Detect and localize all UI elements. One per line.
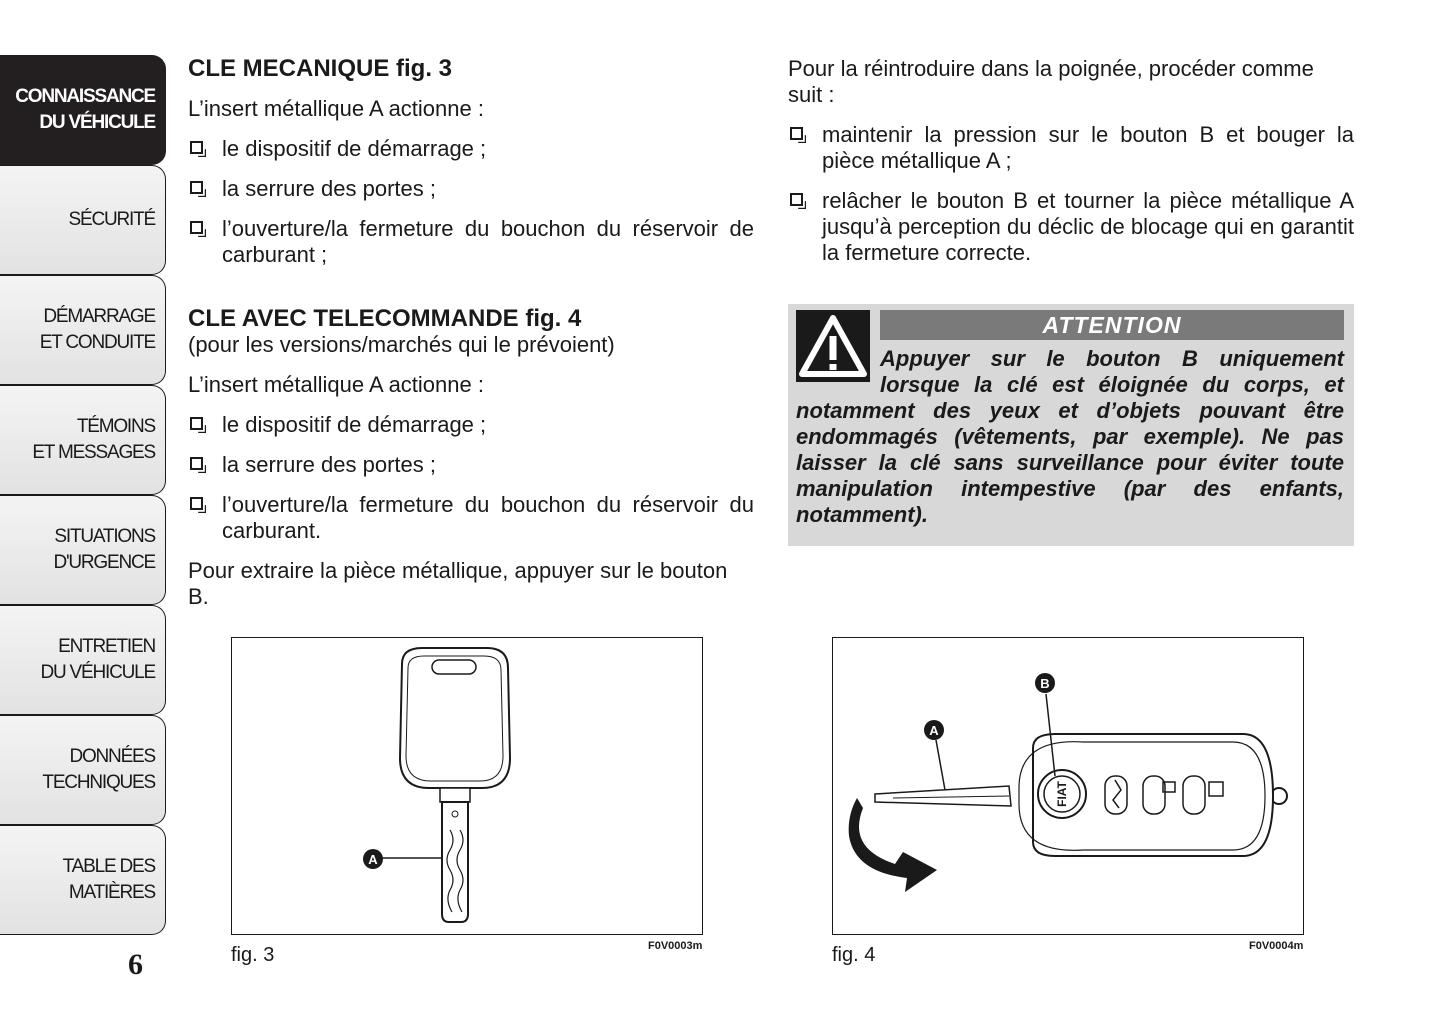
list-item: maintenir la pression sur le bouton B et bouger la pièce métallique A ;: [788, 122, 1354, 174]
right-column: [788, 56, 1354, 280]
svg-text:FIAT: FIAT: [1055, 781, 1069, 807]
heading-cle-mecanique: CLE MECANIQUE fig. 3: [188, 55, 453, 82]
figure-3-caption: fig. 3: [231, 944, 275, 966]
tab-demarrage-et-conduite[interactable]: DÉMARRAGE ET CONDUITE: [0, 275, 166, 385]
remote-key-illustration: [833, 638, 1302, 933]
figure-4-caption: fig. 4: [832, 944, 876, 966]
list-item: la serrure des portes ;: [188, 176, 754, 202]
list-item: la serrure des portes ;: [188, 452, 754, 478]
page-number: 6: [128, 948, 143, 981]
tab-securite[interactable]: SÉCURITÉ: [0, 165, 166, 275]
tab-temoins-et-messages[interactable]: TÉMOINS ET MESSAGES: [0, 385, 166, 495]
list-item: le dispositif de démarrage ;: [188, 412, 754, 438]
mechanical-key-illustration: [232, 638, 701, 933]
tab-donnees-techniques[interactable]: DONNÉES TECHNIQUES: [0, 715, 166, 825]
intro-text: L’insert métallique A actionne :: [188, 96, 484, 121]
checkbox-bullet-icon: [190, 497, 203, 510]
figure-3-mechanical-key: [231, 637, 703, 935]
figure-4-remote-key: [832, 637, 1304, 935]
checkbox-bullet-icon: [190, 417, 203, 430]
list-item: l’ouverture/la fermeture du bouchon du réservoir du carburant.: [188, 492, 754, 544]
svg-text:A: A: [368, 852, 378, 867]
outro-text: Pour extraire la pièce métallique, appuyer sur le bouton B.: [188, 558, 728, 609]
figure-4-code: F0V0004m: [1249, 940, 1304, 952]
checkbox-bullet-icon: [790, 193, 803, 206]
warning-triangle-icon: [796, 310, 870, 382]
intro-text: Pour la réintroduire dans la poignée, procéder comme suit :: [788, 56, 1314, 107]
left-column: [188, 56, 754, 624]
warning-text: Appuyer sur le bouton B uniquement lorsque la clé est éloignée du corps, et notamment des yeux et d’objets pouvant être endommagés (vêtements, par exemple). Ne pas laisser la clé sans surveillance pour éviter toute manipulation intempestive (par des enfants, notamment).: [796, 346, 1344, 527]
tab-situations-durgence[interactable]: SITUATIONS D'URGENCE: [0, 495, 166, 605]
bullet-list: [188, 412, 754, 544]
subheading: (pour les versions/marchés qui le prévoient): [188, 332, 615, 357]
tab-table-des-matieres[interactable]: TABLE DES MATIÈRES: [0, 825, 166, 935]
svg-text:B: B: [1040, 676, 1050, 691]
warning-box: [788, 304, 1354, 546]
checkbox-bullet-icon: [190, 181, 203, 194]
warning-title: ATTENTION: [880, 310, 1344, 340]
svg-text:A: A: [929, 723, 939, 738]
heading-cle-avec-telecommande: CLE AVEC TELECOMMANDE fig. 4: [188, 305, 582, 332]
checkbox-bullet-icon: [190, 457, 203, 470]
tab-entretien-du-vehicule[interactable]: ENTRETIEN DU VÉHICULE: [0, 605, 166, 715]
bullet-list: [788, 122, 1354, 266]
bullet-list: [188, 136, 754, 268]
figure-3-code: F0V0003m: [648, 940, 703, 952]
checkbox-bullet-icon: [190, 221, 203, 234]
list-item: le dispositif de démarrage ;: [188, 136, 754, 162]
intro-text: L’insert métallique A actionne :: [188, 372, 484, 397]
list-item: l’ouverture/la fermeture du bouchon du réservoir de carburant ;: [188, 216, 754, 268]
tab-connaissance-du-vehicule[interactable]: CONNAISSANCE DU VÉHICULE: [0, 55, 166, 165]
checkbox-bullet-icon: [190, 141, 203, 154]
checkbox-bullet-icon: [790, 127, 803, 140]
list-item: relâcher le bouton B et tourner la pièce métallique A jusqu’à perception du déclic de blocage qui en garantit la fermeture correcte.: [788, 188, 1354, 266]
